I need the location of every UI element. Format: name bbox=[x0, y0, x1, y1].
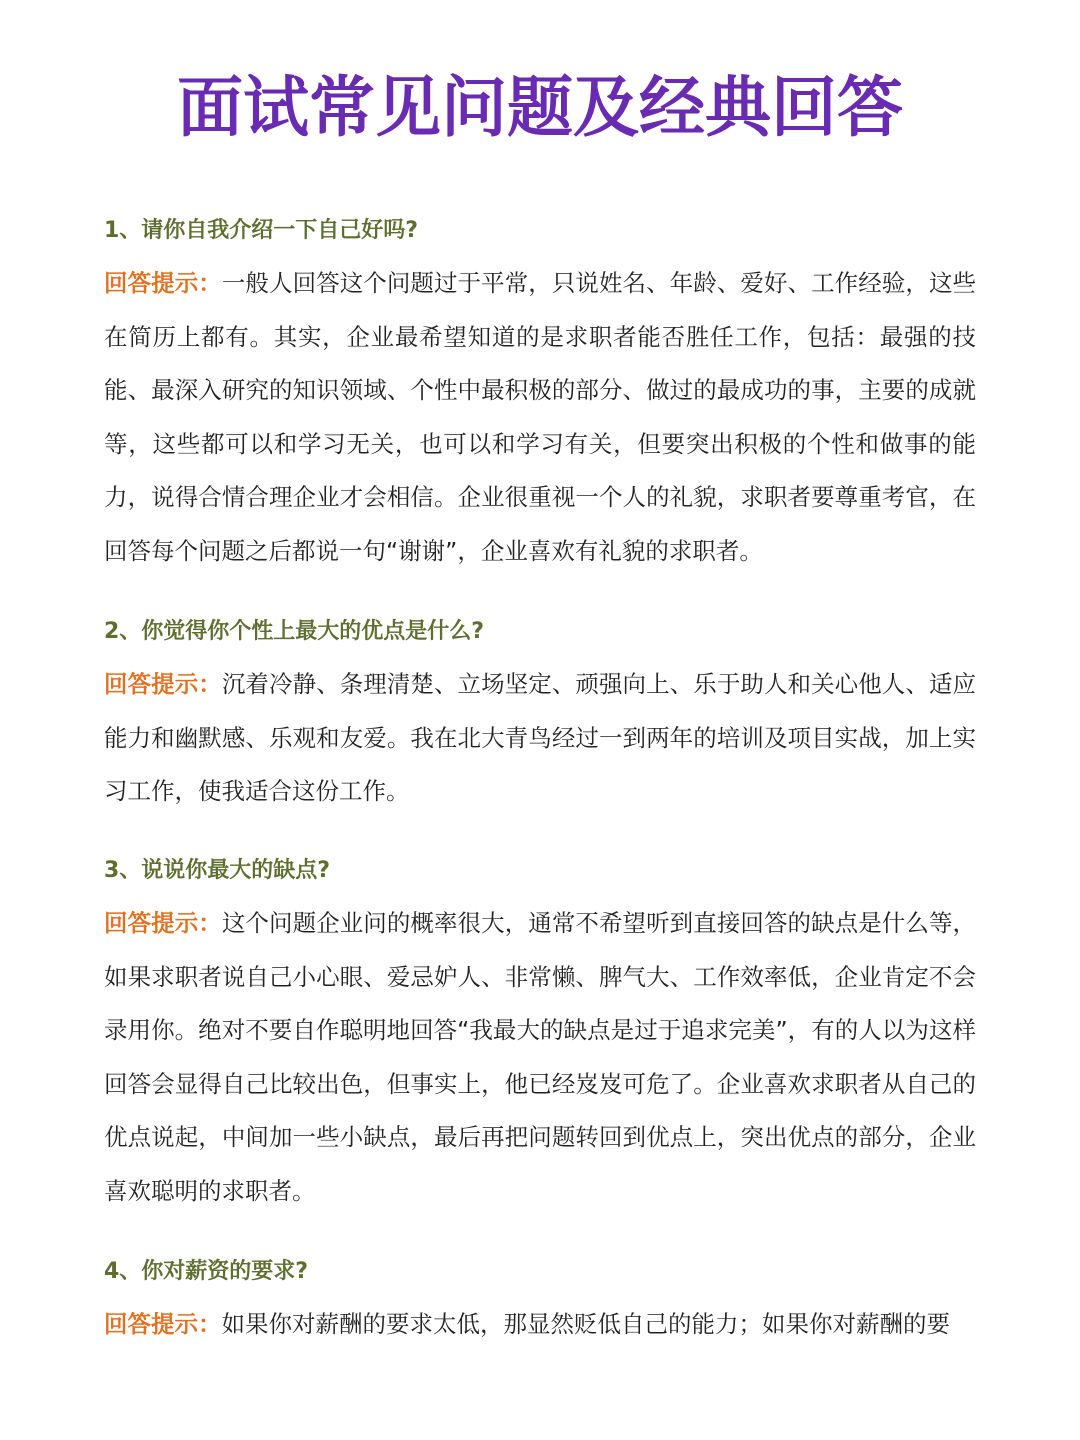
answer-text: 如果你对薪酬的要求太低，那显然贬低自己的能力；如果你对薪酬的要 bbox=[221, 1310, 950, 1338]
answer-paragraph bbox=[104, 1298, 976, 1352]
answer-text: 这个问题企业问的概率很大，通常不希望听到直接回答的缺点是什么等，如果求职者说自己小心眼、爱忌妒人、非常懒、脾气大、工作效率低，企业肯定不会录用你。绝对不要自作聪明地回答“我最大的缺点是过于追求完美”，有的人以为这样回答会显得自己比较出色，但事实上，他已经岌岌可危了。企业喜欢求职者从自己的优点说起，中间加一些小缺点，最后再把问题转回到优点上，突出优点的部分，企业喜欢聪明的求职者。 bbox=[104, 909, 977, 1205]
question-heading: 1、请你自我介绍一下自己好吗? bbox=[104, 218, 419, 243]
question-heading: 2、你觉得你个性上最大的优点是什么? bbox=[104, 619, 485, 644]
answer-text: 一般人回答这个问题过于平常，只说姓名、年龄、爱好、工作经验，这些在简历上都有。其实，企业最希望知道的是求职者能否胜任工作，包括：最强的技能、最深入研究的知识领域、个性中最积极的部分、做过的最成功的事，主要的成就等，这些都可以和学习无关，也可以和学习有关，但要突出积极的个性和做事的能力，说得合情合理企业才会相信。企业很重视一个人的礼貌，求职者要尊重考官，在回答每个问题之后都说一句“谢谢”，企业喜欢有礼貌的求职者。 bbox=[104, 269, 977, 565]
answer-label: 回答提示： bbox=[104, 670, 222, 698]
answer-paragraph bbox=[104, 658, 976, 819]
question-heading: 3、说说你最大的缺点? bbox=[104, 858, 331, 883]
question-heading: 4、你对薪资的要求? bbox=[104, 1259, 309, 1284]
answer-label: 回答提示： bbox=[104, 269, 222, 297]
answer-paragraph bbox=[104, 257, 976, 578]
answer-text: 沉着冷静、条理清楚、立场坚定、顽强向上、乐于助人和关心他人、适应能力和幽默感、乐观和友爱。我在北大青鸟经过一到两年的培训及项目实战，加上实习工作，使我适合这份工作。 bbox=[104, 670, 977, 805]
answer-label: 回答提示： bbox=[104, 909, 222, 937]
answer-label: 回答提示： bbox=[104, 1310, 222, 1338]
page-title: 面试常见问题及经典回答 bbox=[177, 69, 903, 146]
answer-paragraph bbox=[104, 897, 976, 1218]
